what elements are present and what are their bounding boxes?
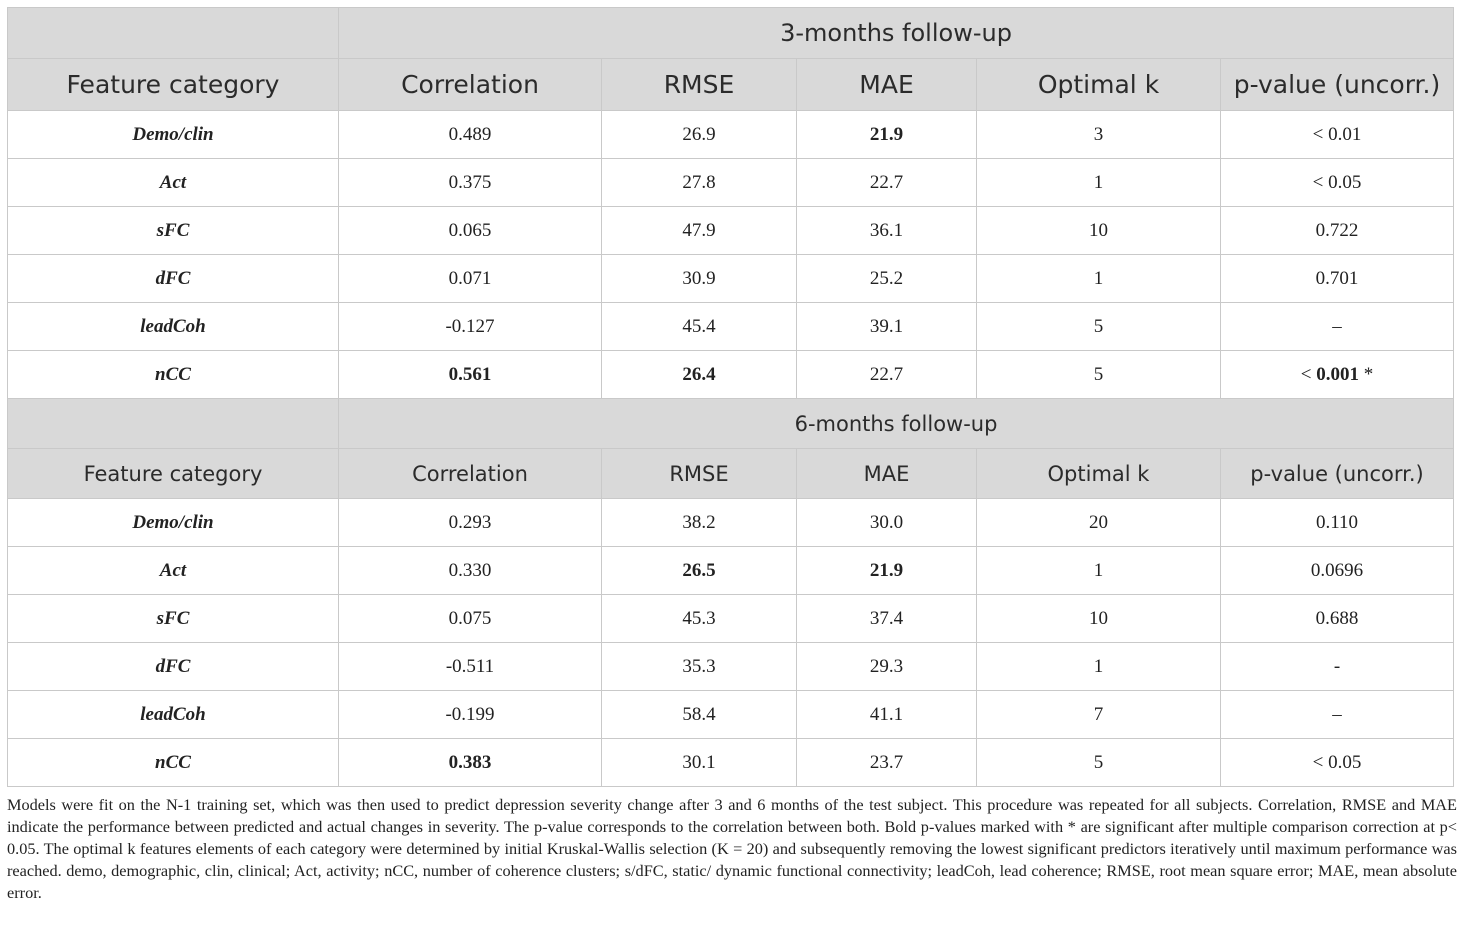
mae-value: 39.1 [797,303,977,351]
section-title-6-months: 6-months follow-up [339,399,1454,449]
mae-value: 37.4 [797,595,977,643]
correlation-value: 0.489 [339,111,602,159]
table-row [8,351,1454,399]
p-value: – [1221,691,1454,739]
rmse-value: 26.9 [602,111,797,159]
rmse-value: 30.9 [602,255,797,303]
rmse-value: 35.3 [602,643,797,691]
table-caption: Models were fit on the N-1 training set, which was then used to predict depression severity change after 3 and 6 months of the test subject. This procedure was repeated for all subjects. Correlation, RMSE and MAE indicate the performance between predicted and actual changes in severity. The p-value corresponds to the correlation between both. Bold p-values marked with * are significant after multiple comparison correction at p< 0.05. The optimal k features elements of each category were determined by initial Kruskal-Wallis selection (K = 20) and subsequently removing the lowest significant predictors iteratively until maximum performance was reached. demo, demographic, clin, clinical; Act, activity; nCC, number of coherence clusters; s/dFC, static/ dynamic functional connectivity; leadCoh, lead coherence; RMSE, root mean square error; MAE, mean absolute error. [7,795,1457,902]
p-value: < 0.01 [1221,111,1454,159]
p-value: – [1221,303,1454,351]
feature-category: Demo/clin [8,499,339,547]
optimal-k-value: 20 [977,499,1221,547]
correlation-value: 0.071 [339,255,602,303]
col-header-feature-category: Feature category [8,59,339,111]
table-row [8,595,1454,643]
optimal-k-value: 1 [977,159,1221,207]
rmse-value: 58.4 [602,691,797,739]
optimal-k-value: 5 [977,739,1221,787]
table-row [8,643,1454,691]
correlation-value: 0.075 [339,595,602,643]
rmse-value: 30.1 [602,739,797,787]
rmse-value: 45.3 [602,595,797,643]
table-row [8,547,1454,595]
optimal-k-value: 5 [977,303,1221,351]
optimal-k-value: 10 [977,207,1221,255]
col-header-p-value: p-value (uncorr.) [1221,449,1454,499]
results-table [7,7,1454,787]
col-header-optimal-k: Optimal k [977,59,1221,111]
section-title-3-months: 3-months follow-up [339,8,1454,59]
p-value: 0.688 [1221,595,1454,643]
optimal-k-value: 5 [977,351,1221,399]
table-row [8,111,1454,159]
rmse-value: 27.8 [602,159,797,207]
p-value: 0.722 [1221,207,1454,255]
section-header-6-months [8,399,1454,449]
table-row [8,499,1454,547]
column-header-row [8,59,1454,111]
correlation-value: 0.561 [339,351,602,399]
p-value: - [1221,643,1454,691]
feature-category: dFC [8,255,339,303]
table-row [8,691,1454,739]
col-header-p-value: p-value (uncorr.) [1221,59,1454,111]
correlation-value: -0.511 [339,643,602,691]
correlation-value: -0.127 [339,303,602,351]
feature-category: leadCoh [8,691,339,739]
p-value-suffix: * [1359,363,1374,385]
rmse-value: 38.2 [602,499,797,547]
correlation-value: 0.375 [339,159,602,207]
mae-value: 36.1 [797,207,977,255]
mae-value: 22.7 [797,351,977,399]
p-value: 0.0696 [1221,547,1454,595]
col-header-rmse: RMSE [602,59,797,111]
mae-value: 29.3 [797,643,977,691]
optimal-k-value: 3 [977,111,1221,159]
feature-category: nCC [8,739,339,787]
feature-category: Demo/clin [8,111,339,159]
p-value-significant: 0.001 [1316,363,1359,385]
feature-category: Act [8,159,339,207]
table-row [8,159,1454,207]
feature-category: sFC [8,207,339,255]
p-value: 0.110 [1221,499,1454,547]
col-header-feature-category: Feature category [8,449,339,499]
empty-header-cell [8,8,339,59]
correlation-value: 0.293 [339,499,602,547]
p-value: < 0.05 [1221,159,1454,207]
optimal-k-value: 10 [977,595,1221,643]
feature-category: dFC [8,643,339,691]
p-value: 0.701 [1221,255,1454,303]
p-value-prefix: < [1300,363,1317,385]
column-header-row [8,449,1454,499]
mae-value: 30.0 [797,499,977,547]
correlation-value: 0.330 [339,547,602,595]
mae-value: 41.1 [797,691,977,739]
mae-value: 25.2 [797,255,977,303]
rmse-value: 45.4 [602,303,797,351]
table-row [8,207,1454,255]
p-value [1221,351,1454,399]
feature-category: Act [8,547,339,595]
rmse-value: 47.9 [602,207,797,255]
optimal-k-value: 1 [977,643,1221,691]
col-header-rmse: RMSE [602,449,797,499]
col-header-optimal-k: Optimal k [977,449,1221,499]
mae-value: 22.7 [797,159,977,207]
feature-category: nCC [8,351,339,399]
optimal-k-value: 7 [977,691,1221,739]
correlation-value: 0.065 [339,207,602,255]
rmse-value: 26.4 [602,351,797,399]
col-header-correlation: Correlation [339,59,602,111]
correlation-value: -0.199 [339,691,602,739]
mae-value: 21.9 [797,111,977,159]
feature-category: sFC [8,595,339,643]
feature-category: leadCoh [8,303,339,351]
optimal-k-value: 1 [977,255,1221,303]
col-header-correlation: Correlation [339,449,602,499]
correlation-value: 0.383 [339,739,602,787]
rmse-value: 26.5 [602,547,797,595]
col-header-mae: MAE [797,449,977,499]
empty-header-cell [8,399,339,449]
results-table-container [7,7,1453,787]
mae-value: 23.7 [797,739,977,787]
col-header-mae: MAE [797,59,977,111]
table-row [8,739,1454,787]
section-header-3-months [8,8,1454,59]
table-row [8,303,1454,351]
p-value: < 0.05 [1221,739,1454,787]
optimal-k-value: 1 [977,547,1221,595]
table-row [8,255,1454,303]
mae-value: 21.9 [797,547,977,595]
